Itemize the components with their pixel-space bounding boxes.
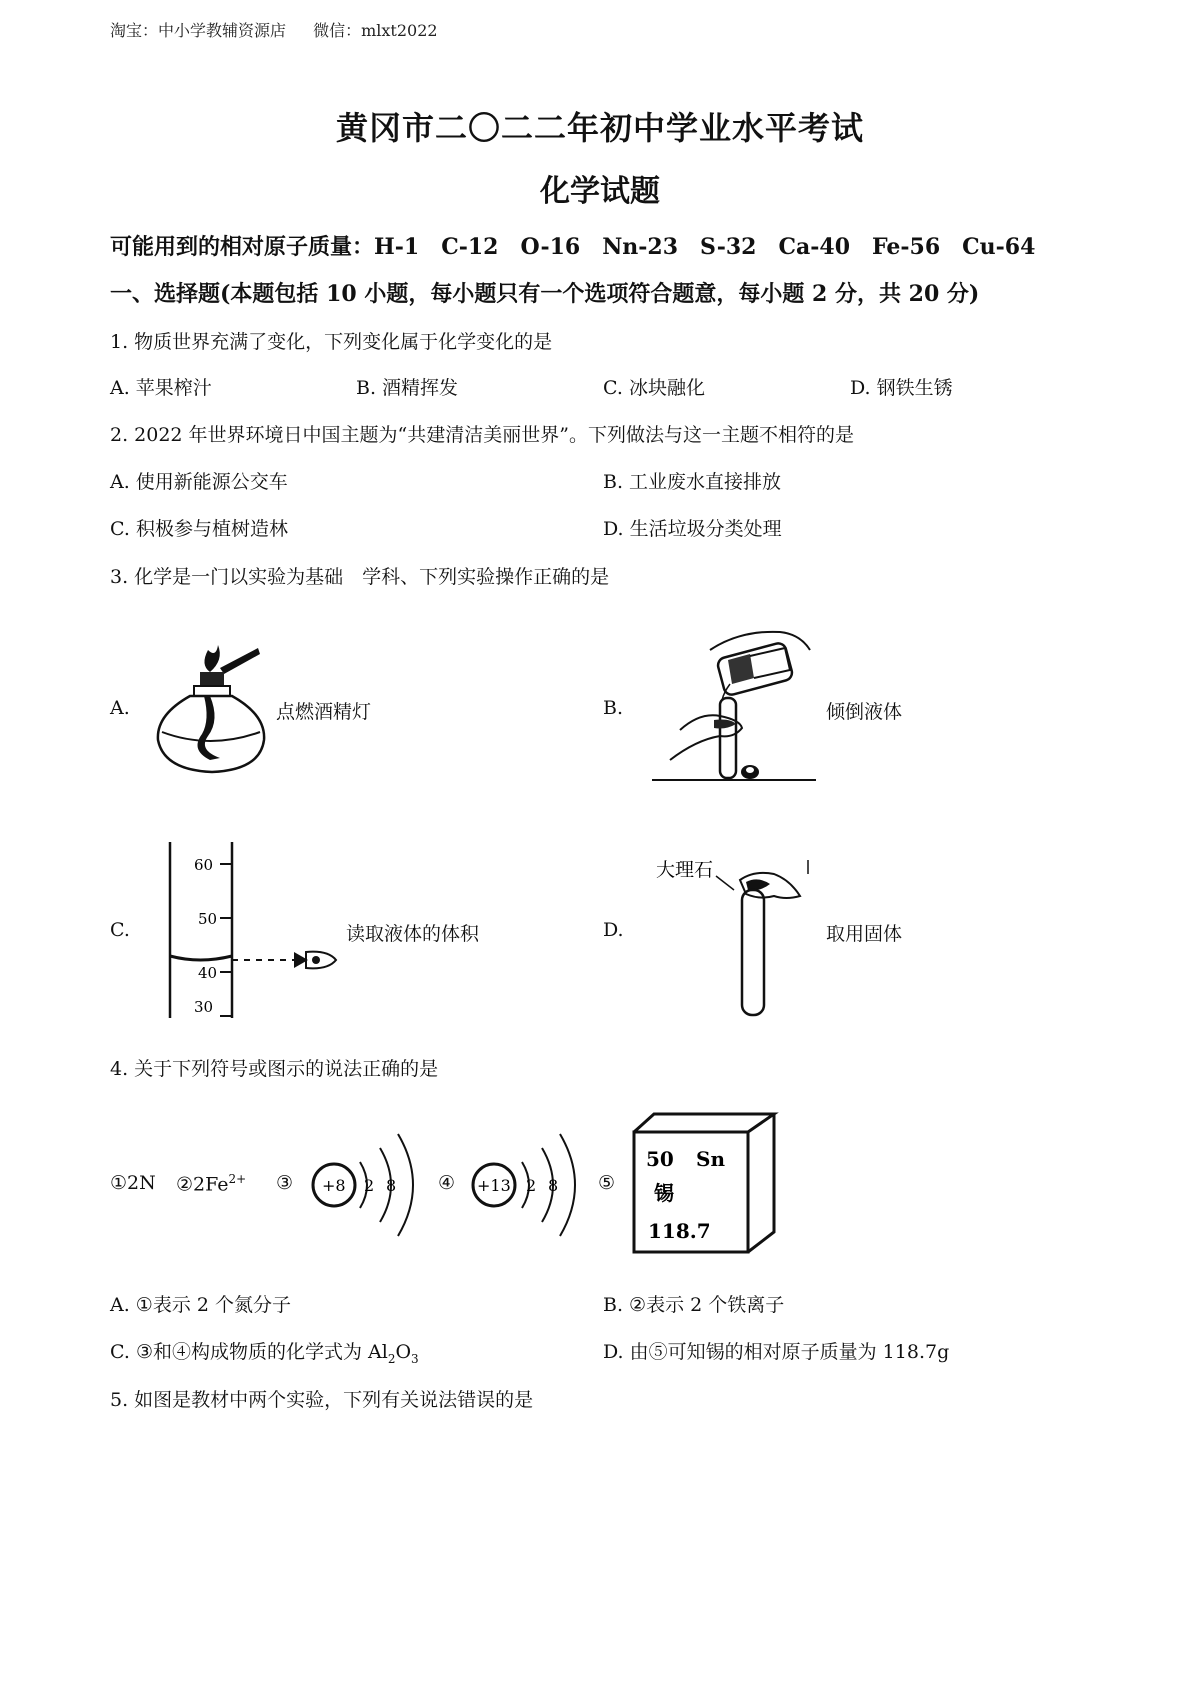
- q3-stem: 3. 化学是一门以实验为基础 学科、下列实验操作正确的是: [110, 566, 610, 588]
- marble-label: 大理石: [656, 859, 714, 881]
- q3-d-label: 取用固体: [826, 923, 903, 945]
- q3-a-label: 点燃酒精灯: [276, 701, 372, 723]
- section-heading: 一、选择题(本题包括 10 小题，每小题只有一个选项符合题意，每小题 2 分，共 20 分): [110, 281, 980, 307]
- tile-name: 锡: [654, 1181, 674, 1205]
- tile-mass: 118.7: [648, 1219, 711, 1243]
- symbol-2-base: ②2Fe: [176, 1173, 229, 1196]
- q4-option-c-sub1: 2: [387, 1351, 396, 1366]
- q4-option-a: A. ①表示 2 个氮分子: [110, 1294, 292, 1316]
- tin-element-tile: [630, 1110, 780, 1260]
- q4-option-b: B. ②表示 2 个铁离子: [603, 1294, 785, 1316]
- aluminum-shell-1: 2: [526, 1176, 537, 1195]
- oxygen-structure-diagram: [304, 1120, 424, 1250]
- q4-option-c-oxygen: O: [395, 1341, 412, 1363]
- aluminum-structure-diagram: [466, 1120, 586, 1250]
- q3-c-letter: C.: [110, 919, 130, 941]
- graduated-cylinder-illustration: [160, 840, 340, 1020]
- q1-option-a: A. 苹果榨汁: [110, 377, 212, 399]
- exam-subtitle: 化学试题: [540, 174, 660, 209]
- q4-option-d: D. 由⑤可知锡的相对原子质量为 118.7g: [603, 1341, 950, 1363]
- q4-option-c-sub2: 3: [411, 1351, 419, 1366]
- page-header: [110, 18, 460, 41]
- cylinder-tick-50: 50: [198, 910, 218, 928]
- q1-option-b: B. 酒精挥发: [356, 377, 459, 399]
- q3-a-letter: A.: [110, 697, 130, 719]
- q4-option-c: [110, 1337, 419, 1366]
- q1-stem: 1. 物质世界充满了变化，下列变化属于化学变化的是: [110, 331, 553, 353]
- aluminum-nucleus: +13: [477, 1176, 511, 1195]
- symbol-2: [176, 1172, 246, 1195]
- q2-option-a: A. 使用新能源公交车: [110, 471, 288, 493]
- q1-option-d: D. 钢铁生锈: [850, 377, 953, 399]
- symbol-5-number: ⑤: [598, 1172, 616, 1194]
- aluminum-shell-2: 8: [548, 1176, 559, 1195]
- symbol-3-number: ③: [276, 1172, 294, 1194]
- q3-b-label: 倾倒液体: [826, 701, 903, 723]
- oxygen-nucleus: +8: [322, 1176, 346, 1195]
- q2-option-b: B. 工业废水直接排放: [603, 471, 782, 493]
- cylinder-tick-30: 30: [194, 998, 214, 1016]
- q3-c-label: 读取液体的体积: [346, 923, 480, 945]
- q3-b-letter: B.: [603, 697, 624, 719]
- taking-solid-illustration: [650, 840, 820, 1020]
- tile-symbol: Sn: [696, 1147, 725, 1171]
- exam-title: 黄冈市二〇二二年初中学业水平考试: [335, 109, 864, 147]
- header-shop: 淘宝：中小学教辅资源店: [110, 21, 287, 40]
- alcohol-lamp-illustration: [150, 640, 270, 780]
- pouring-liquid-illustration: [650, 620, 820, 800]
- symbol-1: ①2N: [110, 1172, 156, 1194]
- q2-option-d: D. 生活垃圾分类处理: [603, 518, 782, 540]
- q2-option-c: C. 积极参与植树造林: [110, 518, 288, 540]
- q5-stem: 5. 如图是教材中两个实验，下列有关说法错误的是: [110, 1389, 534, 1411]
- atomic-masses: 可能用到的相对原子质量：H-1 C-12 O-16 Nn-23 S-32 Ca-40 Fe-56 Cu-64: [110, 234, 1036, 260]
- oxygen-shell-2: 8: [386, 1176, 397, 1195]
- q1-option-c: C. 冰块融化: [603, 377, 705, 399]
- cylinder-tick-60: 60: [194, 856, 214, 874]
- oxygen-shell-1: 2: [364, 1176, 375, 1195]
- q4-option-c-text: C. ③和④构成物质的化学式为 Al: [110, 1341, 388, 1363]
- symbol-2-charge: 2+: [228, 1172, 247, 1186]
- symbol-4-number: ④: [438, 1172, 456, 1194]
- header-wechat: 微信：mlxt2022: [313, 21, 438, 40]
- q4-stem: 4. 关于下列符号或图示的说法正确的是: [110, 1058, 439, 1080]
- q2-stem: 2. 2022 年世界环境日中国主题为“共建清洁美丽世界”。下列做法与这一主题不相符的是: [110, 424, 854, 446]
- q3-d-letter: D.: [603, 919, 624, 941]
- cylinder-tick-40: 40: [198, 964, 218, 982]
- tile-atomic-number: 50: [646, 1147, 674, 1171]
